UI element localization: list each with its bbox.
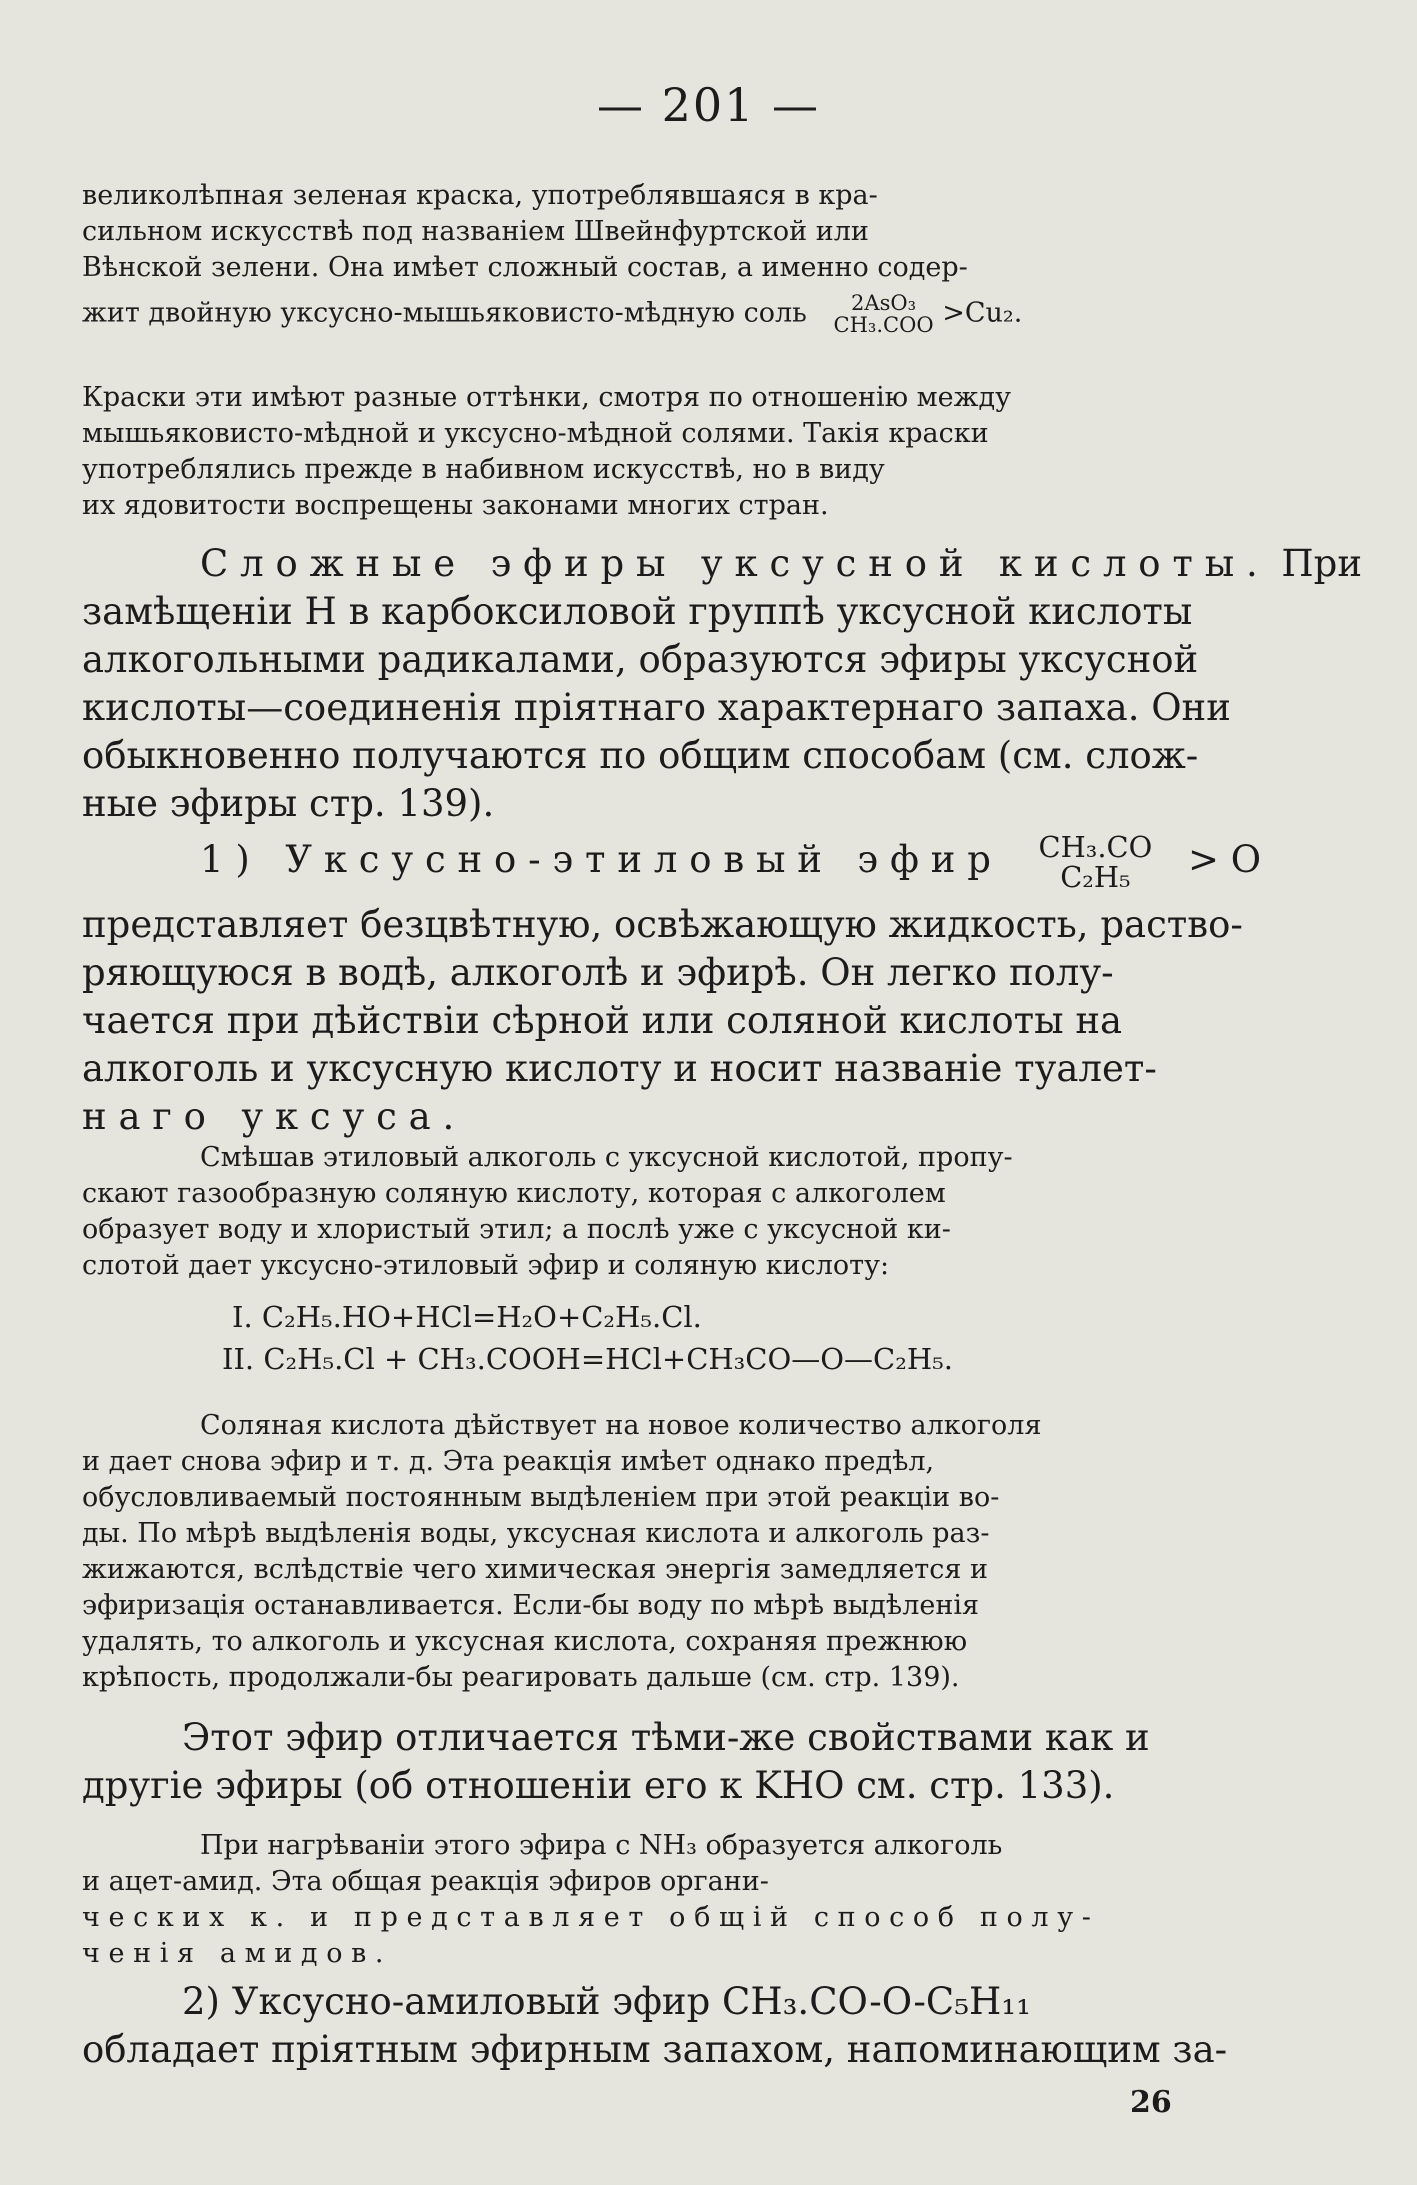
text-line: представляет безцвѣтную, освѣжающую жидкость, раство- (82, 902, 1243, 946)
text-line: и ацет-амид. Эта общая реакція эфиров органи- (82, 1866, 769, 1897)
text-line: крѣпость, продолжали-бы реагировать дальше (см. стр. 139). (82, 1662, 960, 1693)
text-line: и дает снова эфир и т. д. Эта реакція имѣет однако предѣл, (82, 1446, 935, 1477)
item-heading: 2) Уксусно-амиловый эфир CH₃.CO-O-C₅H₁₁ (182, 1980, 1031, 2023)
formula-stack (833, 292, 933, 336)
page-number: — 201 — (596, 78, 821, 132)
formula-top: CH₃.CO (1038, 830, 1153, 864)
equation-1: I. C₂H₅.HO+HCl=H₂O+C₂H₅.Cl. (232, 1300, 702, 1334)
text-line: обусловливаемый постоянным выдѣленіем при этой реакціи во- (82, 1482, 1000, 1513)
formula-bottom: C₂H₅ (1060, 860, 1131, 895)
text-line: Соляная кислота дѣйствует на новое количество алкоголя (200, 1410, 1042, 1441)
text-line: алкогольными радикалами, образуются эфиры уксусной (82, 638, 1199, 681)
text-line: алкоголь и уксусную кислоту и носит названіе туалет- (82, 1046, 1157, 1090)
formula-suffix: > O (1188, 837, 1262, 881)
item-heading: 1) Уксусно-этиловый эфир (200, 837, 1003, 881)
item-amyl-acetate (82, 1978, 1266, 2074)
paragraph-ester-properties (82, 1714, 1266, 1810)
text-line: жижаются, вслѣдствіе чего химическая энергія замедляется и (82, 1554, 988, 1585)
formula-stack (1039, 832, 1153, 893)
text-line: замѣщеніи H в карбоксиловой группѣ уксусной кислоты (82, 590, 1193, 633)
formula-top: 2AsO₃ (851, 290, 917, 315)
text-line: сильном искусствѣ под названіем Швейнфуртской или (82, 216, 869, 247)
text-line: обыкновенно получаются по общим способам (см. слож- (82, 734, 1199, 777)
text-line: их ядовитости воспрещены законами многих стран. (82, 490, 829, 521)
text-line: великолѣпная зеленая краска, употреблявшаяся в кра- (82, 180, 878, 211)
text-line: Вѣнской зелени. Она имѣет сложный состав, а именно содер- (82, 252, 968, 283)
signature-mark: 26 (1130, 2085, 1172, 2120)
text-line: другіе эфиры (об отношеніи его к KHO см. стр. 133). (82, 1764, 1115, 1807)
text-line: При нагрѣваніи этого эфира с NH₃ образуется алкоголь (200, 1830, 1003, 1861)
text-line: Этот эфир отличается тѣми-же свойствами как и (182, 1716, 1150, 1759)
text-line: эфиризація останавливается. Если-бы воду по мѣрѣ выдѣленія (82, 1590, 979, 1621)
item-ethyl-acetate (82, 832, 1266, 1141)
text-line: ческих к. и представляет общій способ полу- (82, 1902, 1100, 1933)
formula-suffix: >Cu₂. (942, 297, 1023, 329)
note-equilibrium (82, 1408, 1266, 1696)
text-line: кислоты—соединенія пріятнаго характернаго запаха. Они (82, 686, 1231, 729)
section-heading: Сложные эфиры уксусной кислоты. (200, 542, 1270, 585)
text-line: ные эфиры стр. 139). (82, 782, 495, 825)
item-heading-line (82, 832, 1266, 893)
text-line: наго уксуса. (82, 1094, 467, 1138)
text-line: употреблялись прежде в набивном искусствѣ, но в виду (82, 454, 885, 485)
equation-2: II. C₂H₅.Cl + CH₃.COOH=HCl+CH₃CO—O—C₂H₅. (222, 1342, 953, 1376)
text-line: образует воду и хлористый этил; а послѣ уже с уксусной ки- (82, 1214, 951, 1245)
text-line: обладает пріятным эфирным запахом, напоминающим за- (82, 2028, 1228, 2071)
text-line: Смѣшав этиловый алкоголь с уксусной кислотой, пропу- (200, 1142, 1013, 1173)
section-acetic-esters (82, 540, 1362, 828)
text-line: слотой дает уксусно-этиловый эфир и соляную кислоту: (82, 1250, 890, 1281)
text-fragment: При (1281, 542, 1362, 585)
text-line: ды. По мѣрѣ выдѣленія воды, уксусная кислота и алкоголь раз- (82, 1518, 990, 1549)
note-amide (82, 1828, 1266, 1972)
note-preparation (82, 1140, 1266, 1284)
paragraph-paint-shades (82, 380, 1266, 524)
text-line: удалять, то алкоголь и уксусная кислота, сохраняя прежнюю (82, 1626, 968, 1657)
text-line: Краски эти имѣют разные оттѣнки, смотря по отношенію между (82, 382, 1012, 413)
section-heading-line (82, 540, 1362, 588)
text-line: ряющуюся в водѣ, алкоголѣ и эфирѣ. Он легко полу- (82, 950, 1114, 994)
text-line: чается при дѣйствіи сѣрной или соляной кислоты на (82, 998, 1123, 1042)
formula-line (82, 292, 1266, 336)
formula-prefix: жит двойную уксусно-мышьяковисто-мѣдную соль (82, 297, 807, 329)
text-line: ченія амидов. (82, 1938, 393, 1969)
equations (82, 1296, 1266, 1380)
formula-bottom: CH₃.COO (833, 312, 934, 338)
text-line: скают газообразную соляную кислоту, которая с алкоголем (82, 1178, 946, 1209)
text-line: мышьяковисто-мѣдной и уксусно-мѣдной солями. Такія краски (82, 418, 989, 449)
paragraph-paint-description (82, 178, 1266, 336)
